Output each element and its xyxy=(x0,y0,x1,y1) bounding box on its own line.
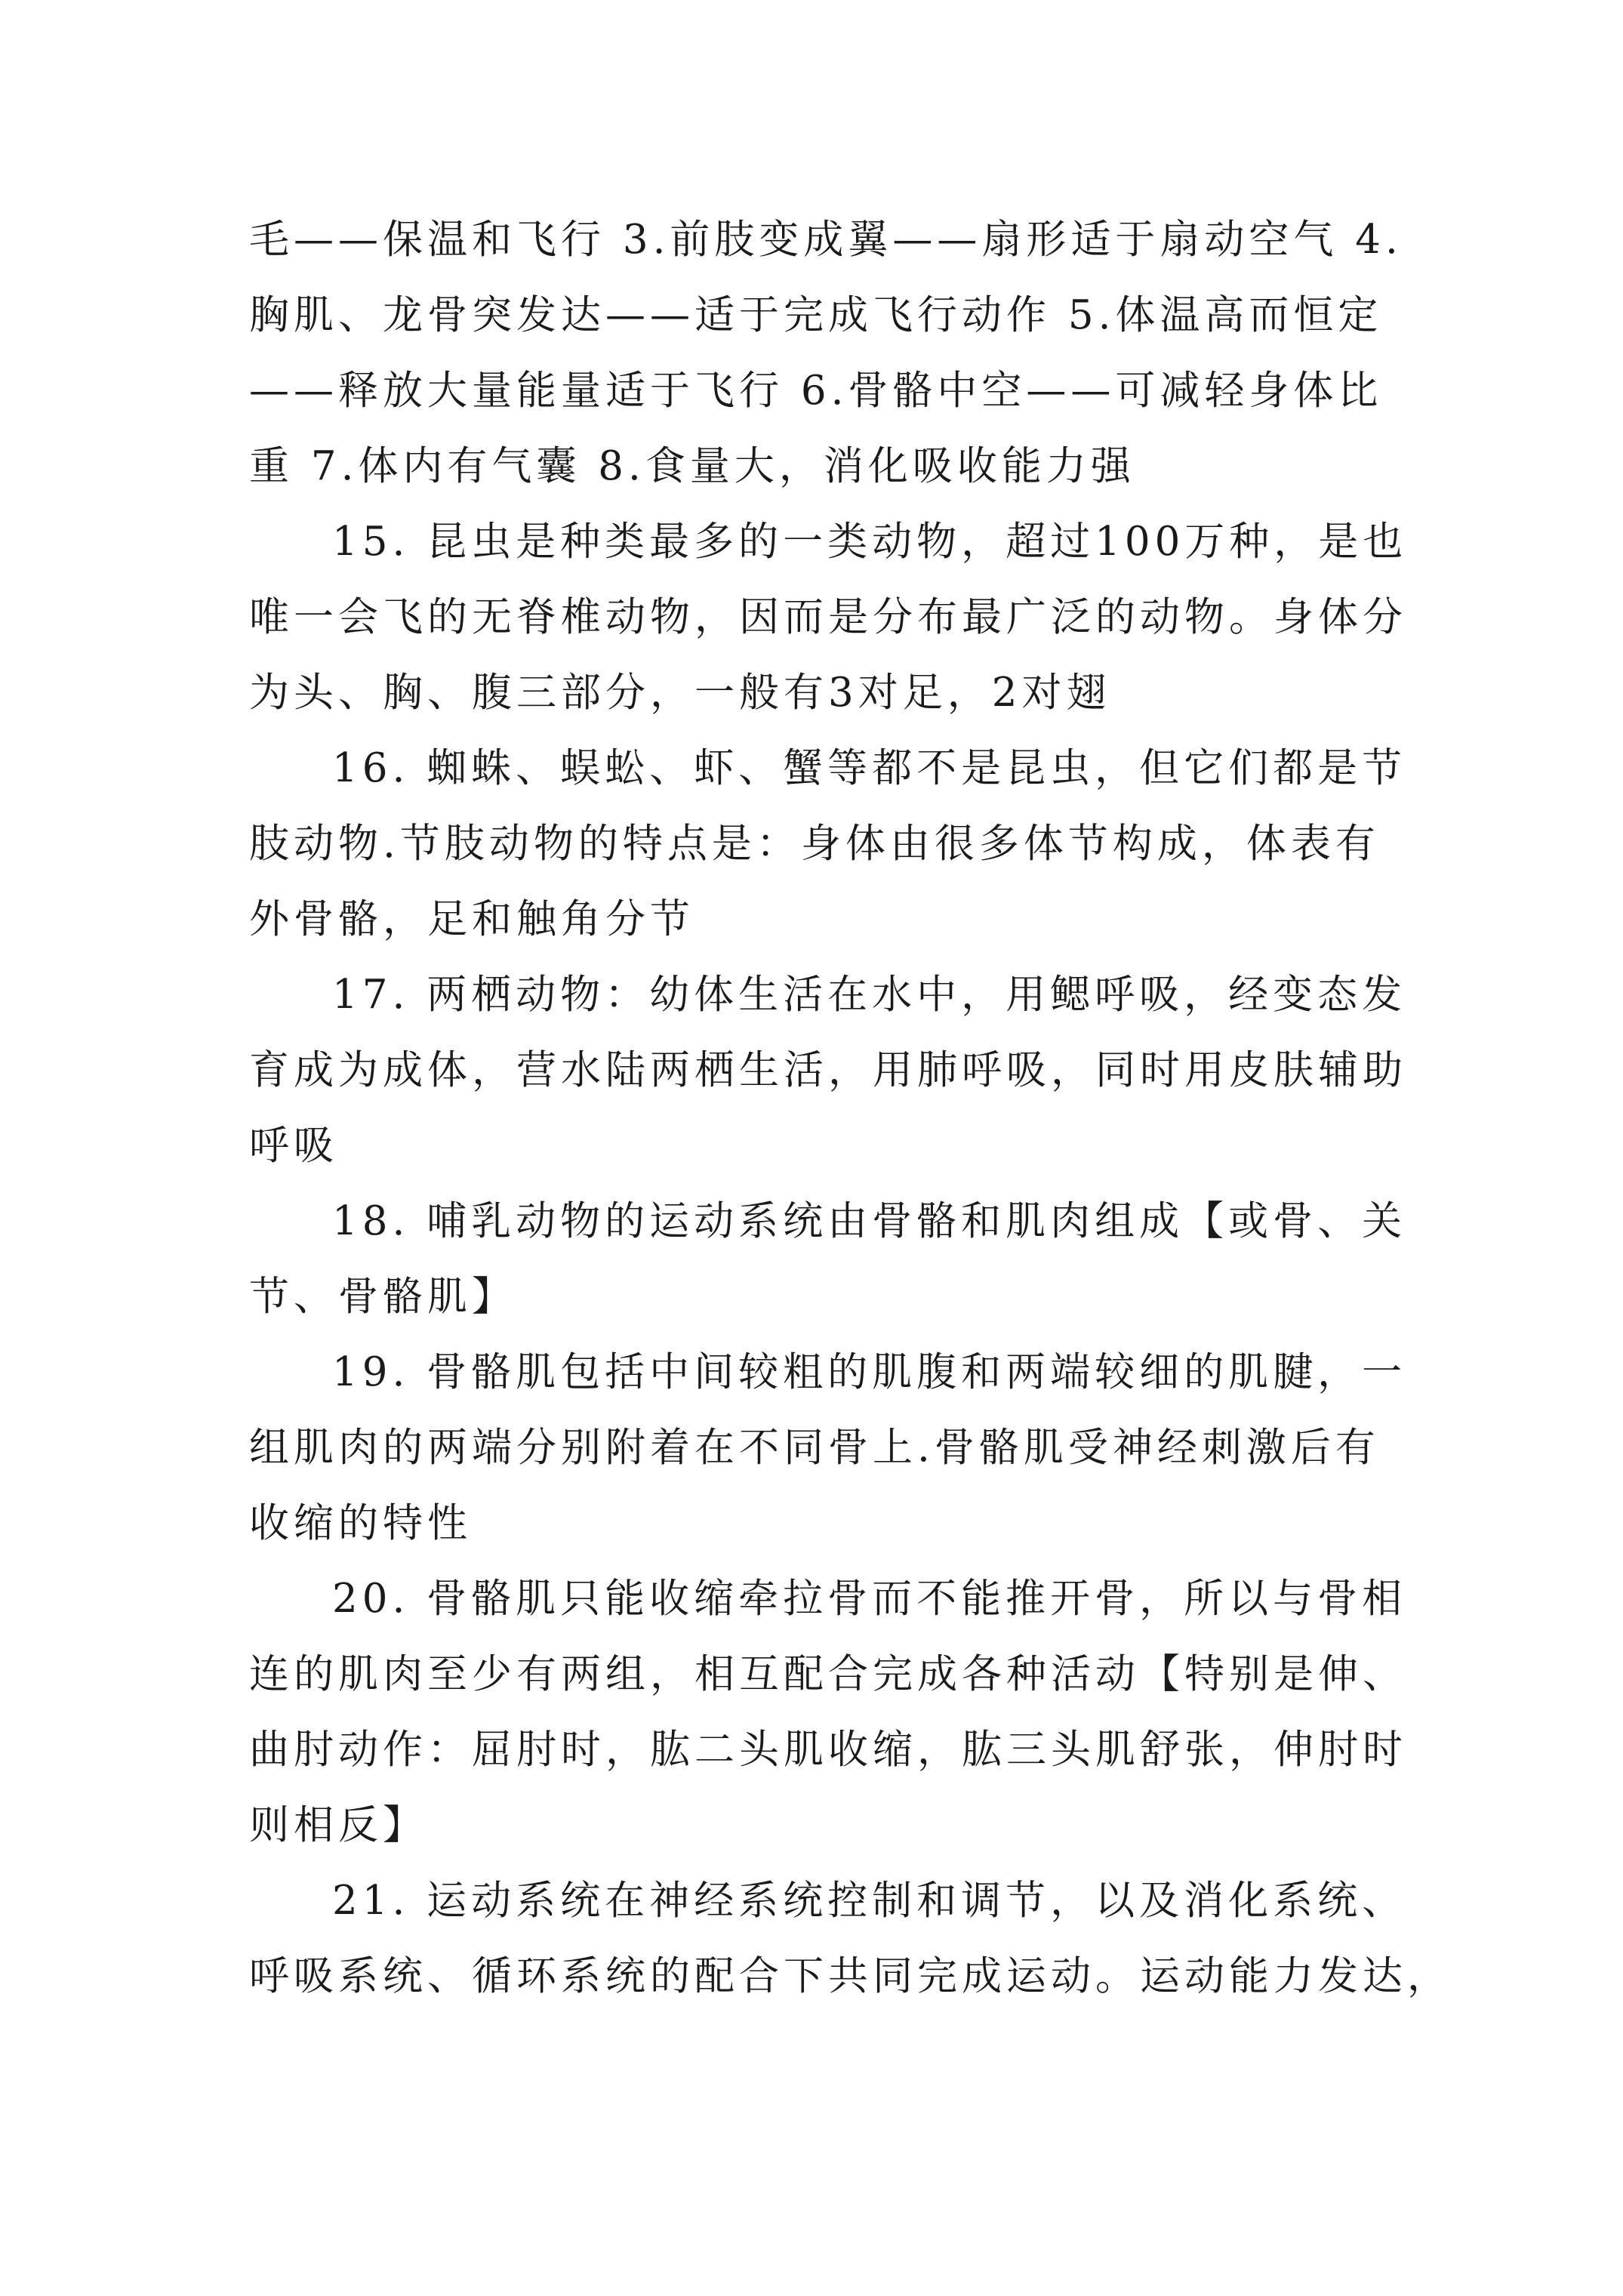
text-line: 重 7.体内有气囊 8.食量大，消化吸收能力强 xyxy=(249,443,1135,489)
text-line: 节、骨骼肌】 xyxy=(249,1274,516,1320)
paragraph-18-first-line: 18. 哺乳动物的运动系统由骨骼和肌肉组成【或骨、关 xyxy=(332,1198,1407,1244)
text-line: 连的肌肉至少有两组，相互配合完成各种活动【特别是伸、 xyxy=(249,1651,1407,1697)
paragraph-16-first-line: 16. 蜘蛛、蜈蚣、虾、蟹等都不是昆虫，但它们都是节 xyxy=(332,745,1407,791)
text-line: 外骨骼，足和触角分节 xyxy=(249,896,694,942)
text-line: 呼吸系统、循环系统的配合下共同完成运动。运动能力发达， xyxy=(249,1953,1452,1999)
paragraph-21-first-line: 21. 运动系统在神经系统控制和调节，以及消化系统、 xyxy=(332,1878,1407,1924)
text-line: 曲肘动作：屈肘时，肱二头肌收缩，肱三头肌舒张，伸肘时 xyxy=(249,1727,1407,1773)
text-line: 收缩的特性 xyxy=(249,1500,472,1546)
text-line: 组肌肉的两端分别附着在不同骨上.骨骼肌受神经刺激后有 xyxy=(249,1425,1380,1471)
paragraph-17-first-line: 17. 两栖动物：幼体生活在水中，用鳃呼吸，经变态发 xyxy=(332,972,1407,1018)
text-line: 肢动物.节肢动物的特点是：身体由很多体节构成，体表有 xyxy=(249,821,1380,867)
text-line: 育成为成体，营水陆两栖生活，用肺呼吸，同时用皮肤辅助 xyxy=(249,1047,1407,1093)
text-line: 呼吸 xyxy=(249,1123,338,1169)
text-line: ——释放大量能量适于飞行 6.骨骼中空——可减轻身体比 xyxy=(249,368,1383,414)
text-line: 为头、胸、腹三部分，一般有3对足，2对翅 xyxy=(249,670,1111,716)
text-line: 唯一会飞的无脊椎动物，因而是分布最广泛的动物。身体分 xyxy=(249,594,1407,640)
paragraph-15-first-line: 15. 昆虫是种类最多的一类动物，超过100万种，是也 xyxy=(332,519,1408,565)
paragraph-19-first-line: 19. 骨骼肌包括中间较粗的肌腹和两端较细的肌腱，一 xyxy=(332,1349,1407,1395)
text-line: 则相反】 xyxy=(249,1802,427,1848)
document-body xyxy=(249,202,1452,2014)
paragraph-20-first-line: 20. 骨骼肌只能收缩牵拉骨而不能推开骨，所以与骨相 xyxy=(332,1576,1407,1622)
text-line: 胸肌、龙骨突发达——适于完成飞行动作 5.体温高而恒定 xyxy=(249,292,1383,338)
text-line: 毛——保温和飞行 3.前肢变成翼——扇形适于扇动空气 4. xyxy=(249,217,1403,263)
